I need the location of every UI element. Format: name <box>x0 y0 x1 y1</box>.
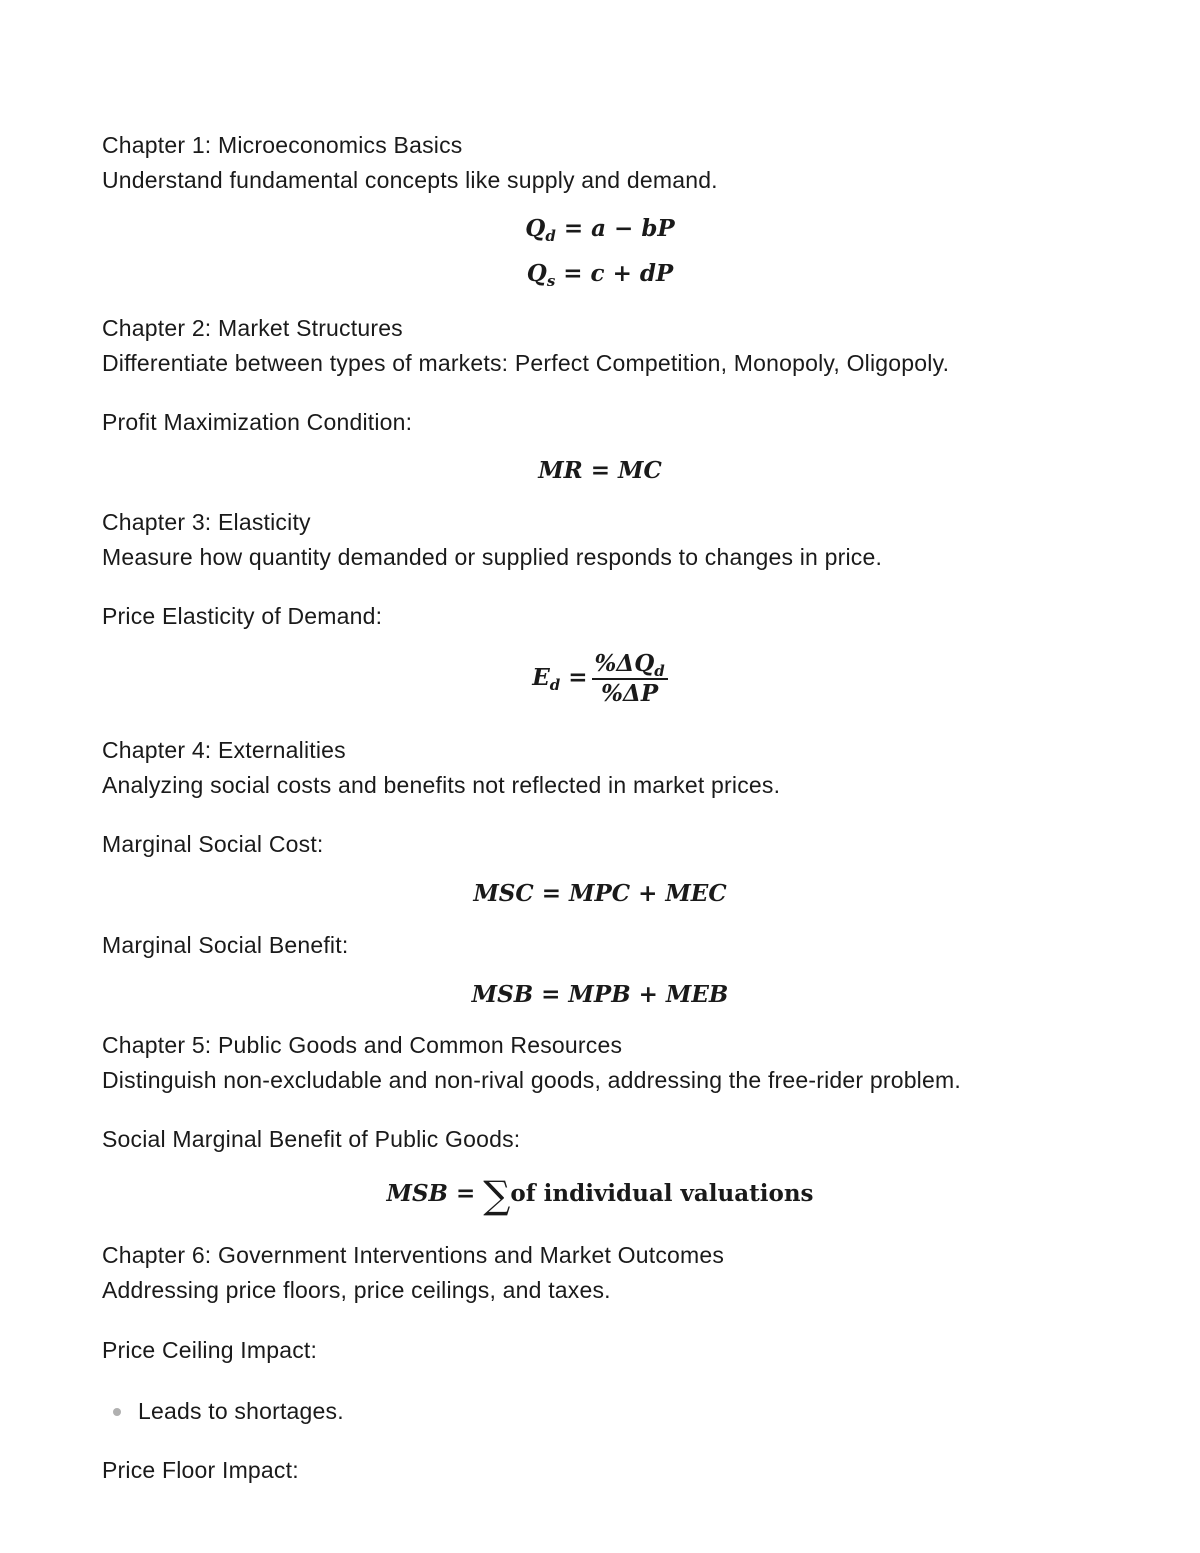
demand-equation: $Q_d = a$ − bP <box>525 215 675 245</box>
chapter-6-title: Chapter 6: Government Interventions and Market Outcomes <box>102 1242 725 1268</box>
elasticity-equation: $E_d$ = $\frac{\%\Delta Q_d}{\%\Delta P}$ <box>0 652 1200 706</box>
price-floor-label: Price Floor Impact: <box>102 1457 299 1483</box>
bullet-dot-icon <box>113 1408 121 1416</box>
msb-equation: MSB = MPB + MEB <box>471 981 729 1008</box>
chapter-5-title: Chapter 5: Public Goods and Common Resources <box>102 1032 623 1058</box>
chapter-5-description: Distinguish non-excludable and non-rival goods, addressing the free-rider problem. <box>102 1067 961 1093</box>
profit-max-label: Profit Maximization Condition: <box>102 409 413 435</box>
chapter-2-description: Differentiate between types of markets: Perfect Competition, Monopoly, Oligopoly. <box>102 350 950 376</box>
chapter-3-title: Chapter 3: Elasticity <box>102 509 311 535</box>
list-item: Leads to shortages. <box>138 1398 344 1424</box>
chapter-6-description: Addressing price floors, price ceilings, and taxes. <box>102 1277 611 1303</box>
chapter-4-description: Analyzing social costs and benefits not reflected in market prices. <box>102 772 781 798</box>
chapter-2-title: Chapter 2: Market Structures <box>102 315 403 341</box>
public-goods-label: Social Marginal Benefit of Public Goods: <box>102 1126 521 1152</box>
public-goods-equation: MSB = ∑of individual valuations <box>386 1173 814 1217</box>
msb-label: Marginal Social Benefit: <box>102 932 349 958</box>
chapter-4-title: Chapter 4: Externalities <box>102 737 346 763</box>
profit-max-equation: MR = MC <box>538 457 662 484</box>
chapter-1-description: Understand fundamental concepts like supply and demand. <box>102 167 718 193</box>
price-ceiling-label: Price Ceiling Impact: <box>102 1337 318 1363</box>
msc-label: Marginal Social Cost: <box>102 831 324 857</box>
supply-equation: $Q_s = c$ + dP <box>526 260 674 290</box>
price-elasticity-label: Price Elasticity of Demand: <box>102 603 383 629</box>
chapter-3-description: Measure how quantity demanded or supplied responds to changes in price. <box>102 544 883 570</box>
msc-equation: MSC = MPC + MEC <box>473 880 727 907</box>
chapter-1-title: Chapter 1: Microeconomics Basics <box>102 132 463 158</box>
